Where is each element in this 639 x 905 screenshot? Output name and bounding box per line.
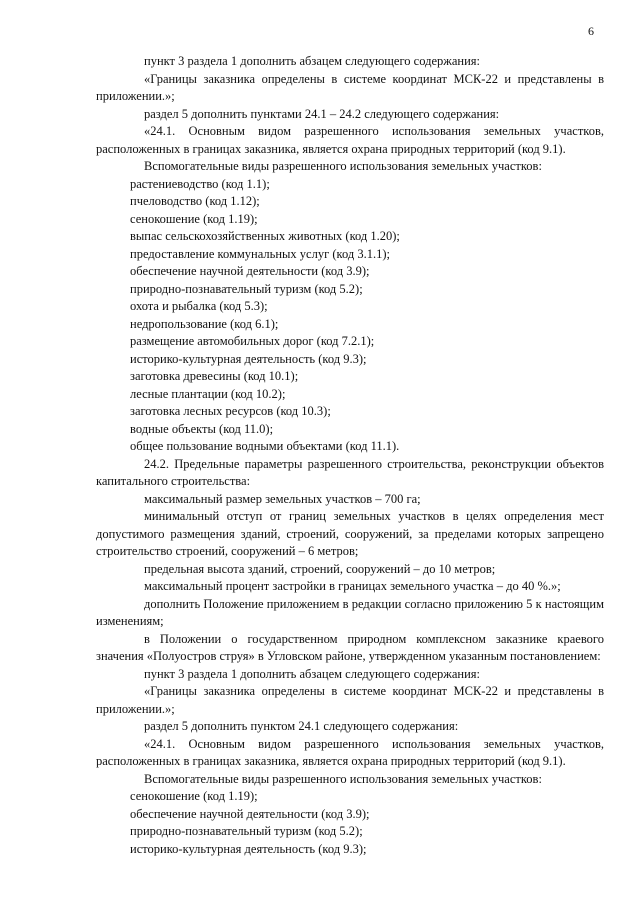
page-number: 6 xyxy=(588,24,594,38)
list-item: лесные плантации (код 10.2); xyxy=(130,386,286,401)
list-item: недропользование (код 6.1); xyxy=(130,316,279,331)
list-item: пчеловодство (код 1.12); xyxy=(130,194,260,208)
list-item: общее пользование водными объектами (код 11.1). xyxy=(130,439,400,453)
list-item: размещение автомобильных дорог (код 7.2.1); xyxy=(130,334,375,348)
list-item: охота и рыбалка (код 5.3); xyxy=(130,299,268,313)
document-body xyxy=(96,53,604,858)
list-item: предоставление коммунальных услуг (код 3.1.1); xyxy=(130,246,390,261)
list-item: природно-познавательный туризм (код 5.2); xyxy=(130,281,363,296)
paragraph: раздел 5 дополнить пунктами 24.1 – 24.2 следующего содержания: xyxy=(144,106,500,121)
paragraph: предельная высота зданий, строений, сооружений – до 10 метров; xyxy=(144,561,496,576)
paragraph: Вспомогательные виды разрешенного использования земельных участков: xyxy=(144,771,542,786)
paragraph: пункт 3 раздела 1 дополнить абзацем следующего содержания: xyxy=(144,54,481,68)
list-item: историко-культурная деятельность (код 9.3); xyxy=(130,351,367,366)
paragraph: пункт 3 раздела 1 дополнить абзацем следующего содержания: xyxy=(144,666,481,681)
list-item: заготовка лесных ресурсов (код 10.3); xyxy=(130,404,331,418)
list-item: сенокошение (код 1.19); xyxy=(130,789,258,803)
list-item: историко-культурная деятельность (код 9.3); xyxy=(130,841,367,856)
paragraph: минимальный отступ от границ земельных участков в целях определения мест допустимого размещения зданий, строений, сооружений, за пределами которых запрещено строительство строений, сооружений – 6 метров; xyxy=(96,509,604,558)
list-item: выпас сельскохозяйственных животных (код 1.20); xyxy=(130,229,400,243)
paragraph: Вспомогательные виды разрешенного использования земельных участков: xyxy=(144,159,542,173)
list-item: сенокошение (код 1.19); xyxy=(130,211,258,226)
paragraph: 24.2. Предельные параметры разрешенного строительства, реконструкции объектов капитального строительства: xyxy=(96,456,604,488)
list-item: заготовка древесины (код 10.1); xyxy=(130,369,299,383)
list-item: водные объекты (код 11.0); xyxy=(130,421,274,436)
list-item: обеспечение научной деятельности (код 3.9); xyxy=(130,806,370,821)
paragraph: дополнить Положение приложением в редакции согласно приложению 5 к настоящим изменениям; xyxy=(96,596,604,628)
paragraph: раздел 5 дополнить пунктом 24.1 следующего содержания: xyxy=(144,719,459,733)
paragraph: максимальный процент застройки в границах земельного участка – до 40 %.»; xyxy=(144,579,561,593)
list-item: растениеводство (код 1.1); xyxy=(130,176,270,191)
paragraph: «24.1. Основным видом разрешенного использования земельных участков, расположенных в границах заказника, является охрана природных территорий (код 9.1). xyxy=(96,124,604,156)
paragraph: «Границы заказника определены в системе координат МСК-22 и представлены в приложении.»; xyxy=(96,71,604,103)
paragraph: максимальный размер земельных участков – 700 га; xyxy=(144,491,421,506)
list-item: природно-познавательный туризм (код 5.2); xyxy=(130,824,363,838)
paragraph: «24.1. Основным видом разрешенного использования земельных участков, расположенных в границах заказника, является охрана природных территорий (код 9.1). xyxy=(96,736,604,768)
paragraph: в Положении о государственном природном комплексном заказнике краевого значения «Полуостров струя» в Угловском районе, утвержденном указанным постановлением: xyxy=(96,631,604,663)
list-item: обеспечение научной деятельности (код 3.9); xyxy=(130,264,370,278)
paragraph: «Границы заказника определены в системе координат МСК-22 и представлены в приложении.»; xyxy=(96,684,604,716)
